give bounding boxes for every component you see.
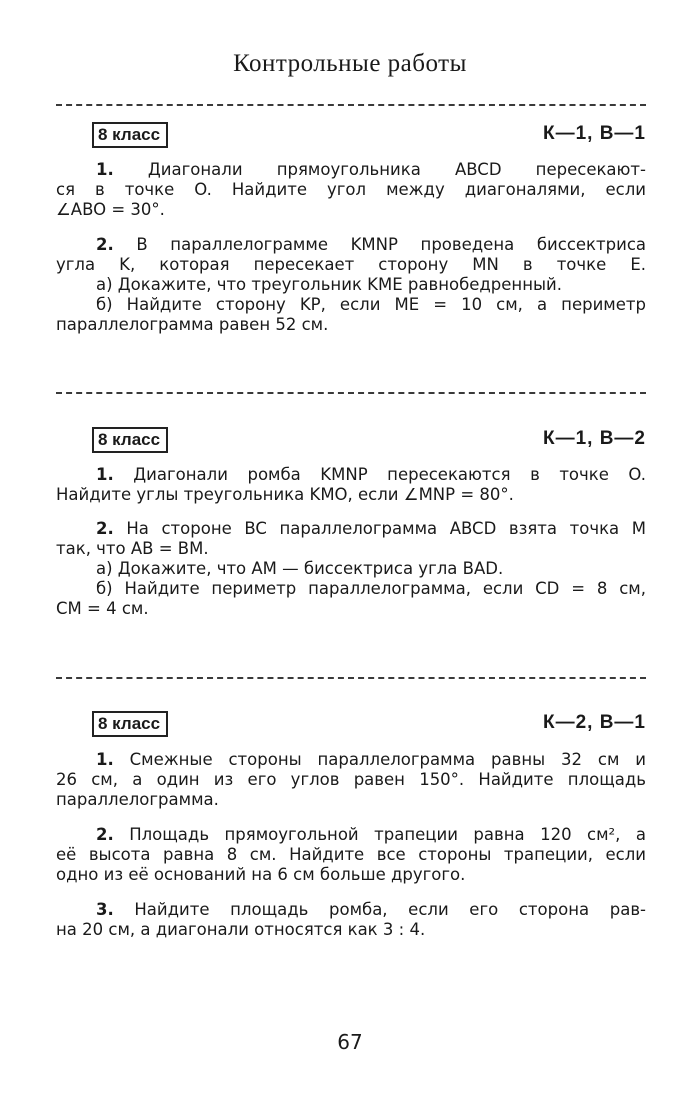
task-line: ∠ABO = 30°.: [56, 200, 165, 219]
task-line: параллелограмма равен 52 см.: [56, 315, 329, 334]
class-badge: 8 класс: [92, 427, 168, 453]
dashed-divider: [56, 677, 646, 679]
task-line: 2. На стороне BC параллелограмма ABCD взята точка M: [96, 519, 647, 538]
task-line: 3. Найдите площадь ромба, если его сторона рав-: [96, 900, 646, 919]
task-2: [56, 519, 646, 619]
task-line: на 20 см, а диагонали относятся как 3 : 4.: [56, 920, 426, 939]
task-line: ся в точке O. Найдите угол между диагоналями, если: [56, 180, 646, 199]
variant-label: К—2, В—1: [542, 712, 646, 733]
task-line: так, что AB = BM.: [56, 539, 209, 558]
page-title: Контрольные работы: [233, 50, 467, 77]
task-line: 1. Диагонали ромба KMNP пересекаются в точке O.: [96, 465, 646, 484]
task-line: 2. В параллелограмме KMNP проведена биссектриса: [96, 235, 646, 254]
task-3: [56, 900, 646, 940]
task-number: 1.: [96, 160, 114, 179]
task-line: а) Докажите, что треугольник KME равнобедренный.: [96, 275, 563, 294]
page-number: 67: [337, 1030, 363, 1054]
task-line: одно из её оснований на 6 см больше другого.: [56, 865, 466, 884]
class-badge: 8 класс: [92, 711, 168, 737]
task-number: 3.: [96, 900, 114, 919]
variant-label: К—1, В—2: [542, 428, 646, 449]
task-1: [56, 465, 646, 505]
task-line: б) Найдите периметр параллелограмма, если CD = 8 см,: [96, 579, 646, 598]
task-1: [56, 160, 646, 220]
section-header: [92, 122, 646, 148]
task-number: 1.: [96, 465, 114, 484]
task-line: Найдите углы треугольника KMO, если ∠MNP = 80°.: [56, 485, 514, 504]
dashed-divider: [56, 392, 646, 394]
task-line: а) Докажите, что AM — биссектриса угла BAD.: [96, 559, 504, 578]
task-line: параллелограмма.: [56, 790, 219, 809]
task-line: CM = 4 см.: [56, 599, 149, 618]
section-header: [92, 427, 646, 453]
task-number: 2.: [96, 519, 114, 538]
task-line: б) Найдите сторону KP, если ME = 10 см, а периметр: [96, 295, 646, 314]
task-line: 2. Площадь прямоугольной трапеции равна 120 см², а: [96, 825, 646, 844]
task-1: [56, 750, 646, 810]
task-line: 1. Смежные стороны параллелограмма равны 32 см и: [96, 750, 647, 769]
variant-label: К—1, В—1: [542, 123, 646, 144]
task-number: 2.: [96, 235, 114, 254]
task-number: 1.: [96, 750, 114, 769]
section-header: [92, 711, 646, 737]
task-line: её высота равна 8 см. Найдите все стороны трапеции, если: [56, 845, 646, 864]
task-2: [56, 235, 646, 335]
task-line: угла K, которая пересекает сторону MN в точке E.: [56, 255, 646, 274]
task-line: 26 см, а один из его углов равен 150°. Найдите площадь: [56, 770, 646, 789]
task-number: 2.: [96, 825, 114, 844]
dashed-divider: [56, 104, 646, 106]
class-badge: 8 класс: [92, 122, 168, 148]
task-2: [56, 825, 646, 885]
task-line: 1. Диагонали прямоугольника ABCD пересекают-: [96, 160, 646, 179]
